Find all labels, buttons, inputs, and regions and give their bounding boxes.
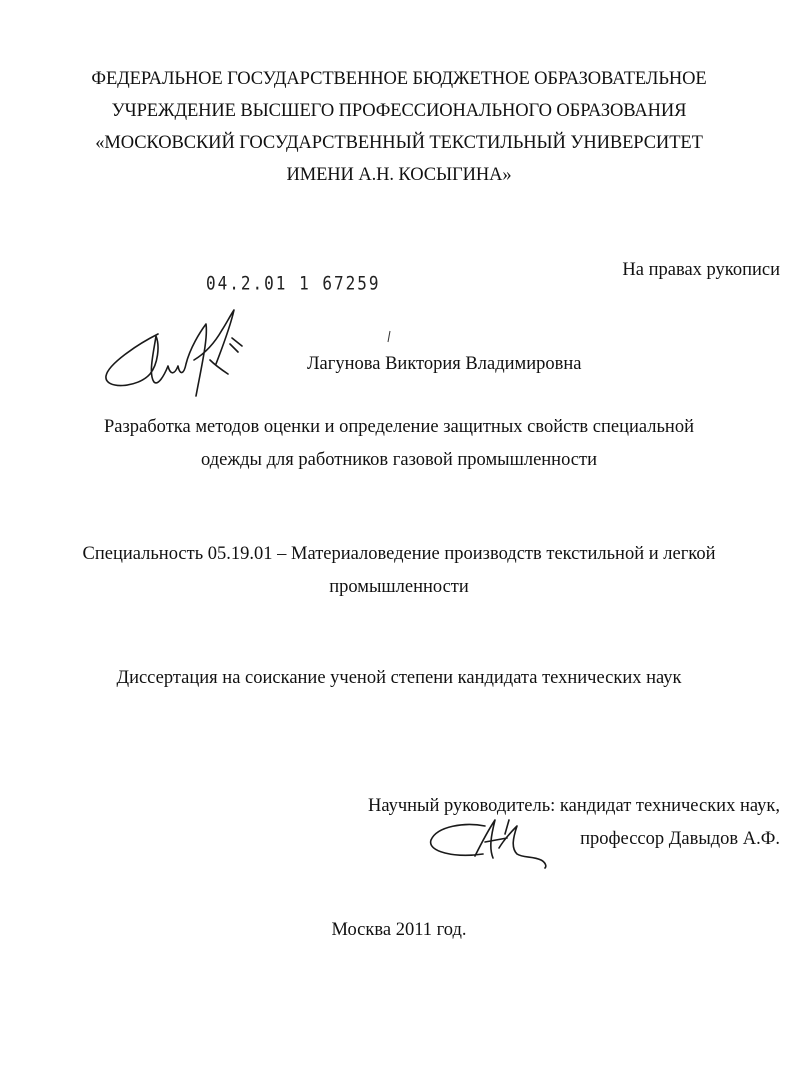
city-year: Москва 2011 год. bbox=[331, 920, 467, 940]
pen-mark-icon bbox=[386, 330, 392, 344]
institution-header-line-1: ФЕДЕРАЛЬНОЕ ГОСУДАРСТВЕННОЕ БЮДЖЕТНОЕ ОБРАЗОВАТЕЛЬНОЕ bbox=[91, 69, 707, 89]
author-signature-icon bbox=[98, 304, 248, 404]
degree-statement: Диссертация на соискание ученой степени кандидата технических наук bbox=[116, 668, 682, 688]
supervisor-line-1: Научный руководитель: кандидат технических наук, bbox=[367, 796, 780, 816]
specialty-line-2: промышленности bbox=[329, 577, 469, 597]
supervisor-signature-icon bbox=[425, 808, 555, 878]
author-signature bbox=[98, 304, 248, 404]
specialty-line-1: Специальность 05.19.01 – Материаловедение производств текстильной и легкой bbox=[82, 544, 716, 564]
institution-header-line-3: «МОСКОВСКИЙ ГОСУДАРСТВЕННЫЙ ТЕКСТИЛЬНЫЙ УНИВЕРСИТЕТ bbox=[95, 133, 703, 153]
rights-note: На правах рукописи bbox=[622, 260, 780, 280]
registration-stamp: 04.2.01 1 67259 bbox=[206, 272, 381, 294]
supervisor-line-2: профессор Давыдов А.Ф. bbox=[580, 829, 780, 849]
author-name: Лагунова Виктория Владимировна bbox=[307, 354, 582, 374]
supervisor-signature bbox=[425, 808, 555, 878]
institution-header-line-2: УЧРЕЖДЕНИЕ ВЫСШЕГО ПРОФЕССИОНАЛЬНОГО ОБРАЗОВАНИЯ bbox=[111, 101, 687, 121]
institution-header-line-4: ИМЕНИ А.Н. КОСЫГИНА» bbox=[286, 165, 512, 185]
dissertation-title-line-2: одежды для работников газовой промышленности bbox=[200, 450, 597, 470]
dissertation-title-line-1: Разработка методов оценки и определение защитных свойств специальной bbox=[104, 417, 694, 437]
